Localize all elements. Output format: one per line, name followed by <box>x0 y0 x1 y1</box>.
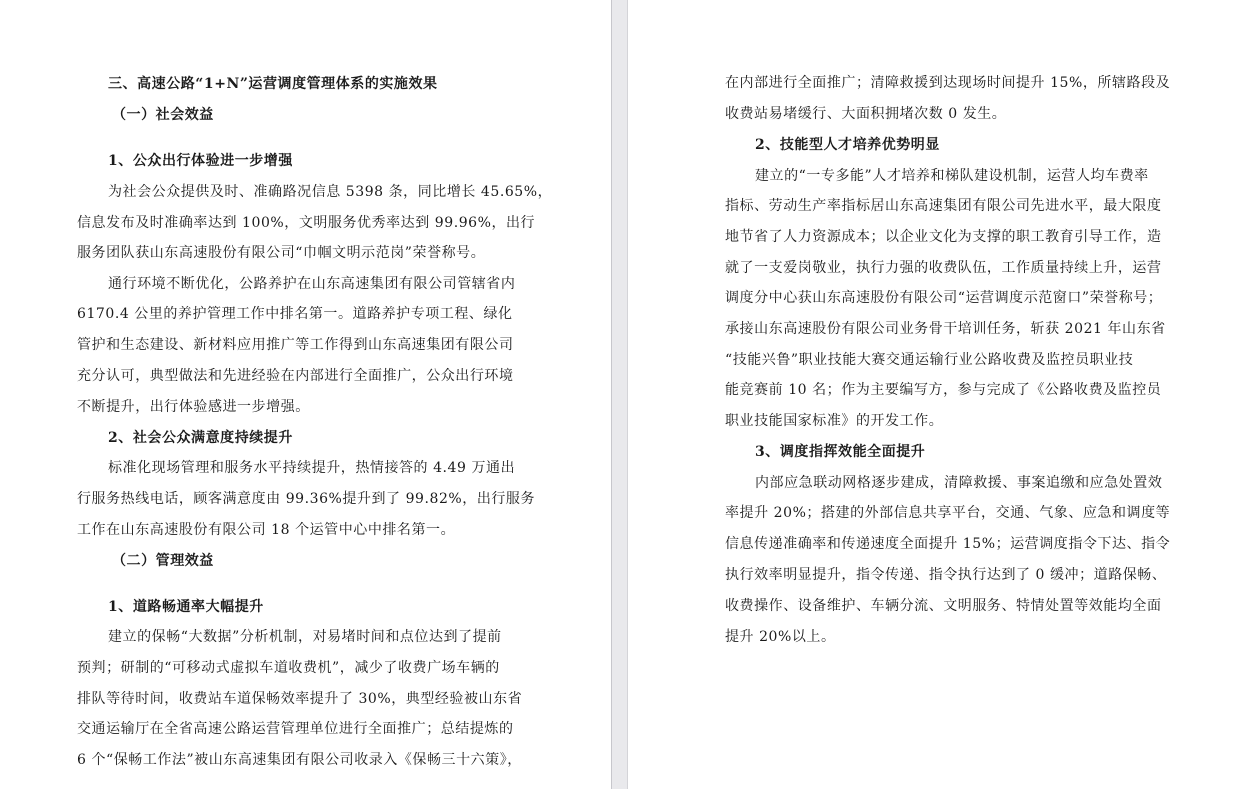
paragraph-line: 信息发布及时准确率达到 100%，文明服务优秀率达到 99.96%，出行 <box>77 215 536 231</box>
heading-dispatch-efficiency: 3、调度指挥效能全面提升 <box>755 444 926 460</box>
paragraph-line: 率提升 20%；搭建的外部信息共享平台，交通、气象、应急和调度等 <box>725 505 1171 521</box>
section-title: 三、高速公路“1+N”运营调度管理体系的实施效果 <box>108 76 438 92</box>
subsection-heading-management: （二）管理效益 <box>112 553 214 569</box>
paragraph-line: 执行效率明显提升，指令传递、指令执行达到了 0 缓冲；道路保畅、 <box>725 567 1167 583</box>
paragraph-line: 职业技能国家标准》的开发工作。 <box>725 413 944 429</box>
paragraph-line: 6170.4 公里的养护管理工作中排名第一。道路养护专项工程、绿化 <box>77 306 513 322</box>
paragraph-line: 就了一支爱岗敬业，执行力强的收费队伍，工作质量持续上升，运营 <box>725 260 1162 276</box>
paragraph-line: “技能兴鲁”职业技能大赛交通运输行业公路收费及监控员职业技 <box>725 352 1134 368</box>
paragraph-line: 承接山东高速股份有限公司业务骨干培训任务，斩获 2021 年山东省 <box>725 321 1166 337</box>
paragraph-line: 服务团队获山东高速股份有限公司“巾帼文明示范岗”荣誉称号。 <box>77 245 486 261</box>
paragraph-line: 6 个“保畅工作法”被山东高速集团有限公司收录入《保畅三十六策》， <box>77 752 522 768</box>
paragraph-line: 管护和生态建设、新材料应用推广等工作得到山东高速集团有限公司 <box>77 337 514 353</box>
paragraph-line: 在内部进行全面推广；清障救援到达现场时间提升 15%，所辖路段及 <box>725 75 1171 91</box>
paragraph-line: 行服务热线电话，顾客满意度由 99.36%提升到了 99.82%，出行服务 <box>77 491 536 507</box>
paragraph-line: 收费操作、设备维护、车辆分流、文明服务、特情处置等效能均全面 <box>725 598 1162 614</box>
paragraph-line: 能竞赛前 10 名；作为主要编写方，参与完成了《公路收费及监控员 <box>725 382 1162 398</box>
document-page-left <box>0 0 611 789</box>
document-page-right <box>628 0 1233 789</box>
paragraph-line: 通行环境不断优化，公路养护在山东高速集团有限公司管辖省内 <box>108 276 516 292</box>
paragraph-line: 不断提升，出行体验感进一步增强。 <box>77 399 310 415</box>
paragraph-line: 为社会公众提供及时、准确路况信息 5398 条，同比增长 45.65%， <box>108 184 553 200</box>
paragraph-line: 调度分中心获山东高速股份有限公司“运营调度示范窗口”荣誉称号； <box>725 290 1163 306</box>
paragraph-line: 建立的“一专多能”人才培养和梯队建设机制，运营人均车费率 <box>755 168 1149 184</box>
paragraph-line: 充分认可，典型做法和先进经验在内部进行全面推广，公众出行环境 <box>77 368 514 384</box>
subsection-heading-social: （一）社会效益 <box>112 107 214 123</box>
heading-public-travel: 1、公众出行体验进一步增强 <box>108 153 293 169</box>
paragraph-line: 交通运输厅在全省高速公路运营管理单位进行全面推广；总结提炼的 <box>77 721 514 737</box>
paragraph-line: 标准化现场管理和服务水平持续提升，热情接答的 4.49 万通出 <box>108 460 516 476</box>
paragraph-line: 工作在山东高速股份有限公司 18 个运管中心中排名第一。 <box>77 522 456 538</box>
paragraph-line: 预判；研制的“可移动式虚拟车道收费机”，减少了收费广场车辆的 <box>77 660 500 676</box>
paragraph-line: 建立的保畅“大数据”分析机制，对易堵时间和点位达到了提前 <box>108 629 502 645</box>
heading-road-smoothness: 1、道路畅通率大幅提升 <box>108 599 264 615</box>
paragraph-line: 信息传递准确率和传递速度全面提升 15%；运营调度指令下达、指令 <box>725 536 1171 552</box>
paragraph-line: 提升 20%以上。 <box>725 629 836 645</box>
heading-satisfaction: 2、社会公众满意度持续提升 <box>108 430 293 446</box>
paragraph-line: 内部应急联动网格逐步建成，清障救援、事案追缴和应急处置效 <box>755 475 1163 491</box>
paragraph-line: 指标、劳动生产率指标居山东高速集团有限公司先进水平，最大限度 <box>725 198 1162 214</box>
paragraph-line: 地节省了人力资源成本；以企业文化为支撑的职工教育引导工作，造 <box>725 229 1162 245</box>
paragraph-line: 排队等待时间，收费站车道保畅效率提升了 30%，典型经验被山东省 <box>77 691 523 707</box>
heading-skilled-talent: 2、技能型人才培养优势明显 <box>755 137 940 153</box>
paragraph-line: 收费站易堵缓行、大面积拥堵次数 0 发生。 <box>725 106 1007 122</box>
page-gutter <box>611 0 628 789</box>
